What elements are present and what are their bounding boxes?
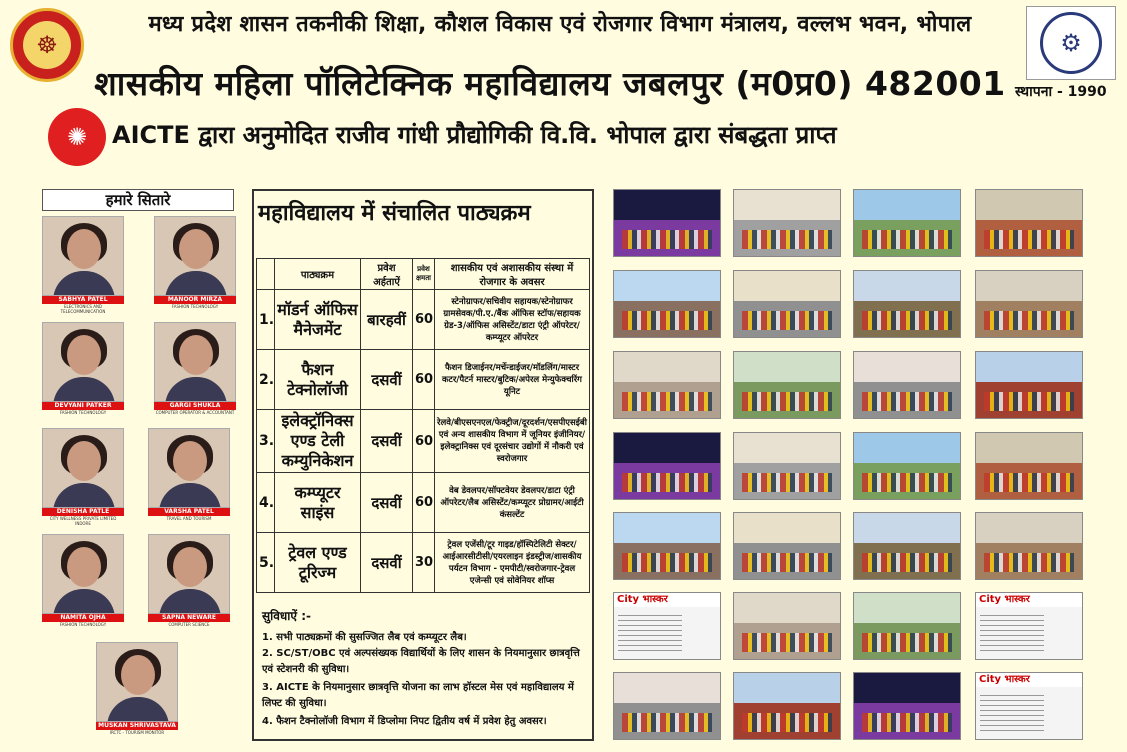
college-name: शासकीय महिला पॉलिटेक्निक महाविद्यालय जबलपुर (म0प्र0) 482001 [94,64,1006,103]
star-card [96,642,178,735]
star-card [148,534,230,627]
star-name: DENISHA PATLE [42,508,124,516]
student-photo [42,322,124,402]
table-row: 5. ट्रेवल एण्ड टूरिज्म दसवीं 30 ट्रेवल एजेंसी/टूर गाइड/हॉस्पिटेलिटी सेक्टर/आईआरसीटीसी/एयरलाइन इंडस्ट्रीज/शासकीय पर्यटन विभाग - एमपीटी/स्वरोजगार-ट्रेवल एजेन्सी एवं सोवेनियर शॉप्स [257,533,590,593]
event-photo [613,672,721,740]
event-photo [733,189,841,257]
star-role: COMPUTER OPERATOR & ACCOUNTANT [155,410,235,415]
star-card [42,534,124,627]
star-role: IRCTC - TOURISM MONITOR [109,730,165,735]
star-role: COMPUTER SCIENCE [168,622,210,627]
event-photo [733,592,841,660]
star-name: MANOOR MIRZA [154,296,236,304]
news-masthead: City भास्कर [976,593,1083,607]
event-photo [853,351,961,419]
event-photo [975,270,1083,338]
student-photo [148,428,230,508]
course-table-header [257,259,590,290]
event-photo [613,270,721,338]
event-photo [853,189,961,257]
event-photo [613,512,721,580]
event-photo [613,189,721,257]
star-name: MUSKAN SHRIVASTAVA [96,722,178,730]
event-photo [853,432,961,500]
event-photo [613,351,721,419]
ministry-heading: मध्य प्रदेश शासन तकनीकी शिक्षा, कौशल विकास एवं रोजगार विभाग मंत्रालय, वल्लभ भवन, भोपाल [148,12,972,37]
facility-item: 1. सभी पाठ्यक्रमों की सुसज्जित लैब एवं कम्प्यूटर लैब। [262,632,467,643]
newspaper-clipping [975,672,1083,740]
event-photo [733,351,841,419]
star-role: ELECTRONICS AND TELECOMMUNICATION [60,304,106,314]
star-card [42,322,124,415]
event-photo [975,351,1083,419]
header-seats: प्रवेश क्षमता [413,259,435,290]
header-course: पाठ्यक्रम [275,259,361,290]
newspaper-clipping [975,592,1083,660]
facilities-title: सुविधाऐं :- [262,609,311,623]
event-photo [853,592,961,660]
facility-item: 2. SC/ST/OBC एवं अल्पसंख्यक विद्यार्थियों के लिए शासन के नियमानुसार छात्रवृत्ति एवं स्टेशनरी की सुविधा। [262,648,580,675]
event-photo [853,672,961,740]
event-photo [733,432,841,500]
event-photo [733,512,841,580]
star-role: FASHION TECHNOLOGY [59,410,107,415]
student-photo [154,216,236,296]
mp-govt-emblem-icon: ☸ [10,8,84,82]
aicte-logo-icon: ✺ [48,108,106,166]
star-name: SABHYA PATEL [42,296,124,304]
star-name: NAMITA OJHA [42,614,124,622]
college-logo-icon: ⚙ [1026,6,1116,80]
event-photo [853,270,961,338]
star-role: TRAVEL AND TOURISM [166,516,212,521]
header-opportunities: शासकीय एवं अशासकीय संस्था में रोजगार के अवसर [435,259,590,290]
star-card [154,322,236,415]
student-photo [96,642,178,722]
course-table [256,258,590,593]
star-card [148,428,230,521]
event-photo [975,512,1083,580]
student-photo [148,534,230,614]
star-card [154,216,236,309]
table-row: 2. फैशन टेक्नोलॉजी दसवीं 60 फैशन डिजाईनर/मर्चेन्डाईजर/मॉडलिंग/मास्टर कटर/पैटर्न मास्टर/बुटिक/अपेरल मेन्युफेक्चरिंग यूनिट [257,350,590,410]
star-card [42,216,124,314]
event-photo [975,189,1083,257]
star-role: CITY WELLNESS PRIVATE LIMITED INDORE [49,516,117,526]
star-name: SAPNA NEWARE [148,614,230,622]
stars-title: हमारे सितारे [42,189,234,211]
star-name: VARSHA PATEL [148,508,230,516]
table-row: 4. कम्प्यूटर साइंस दसवीं 60 वेब डेवलपर/सॉफ्टवेयर डेवलपर/डाटा एंट्री ऑपरेटर/लैब असिस्टेंट/कम्प्यूटर प्रोग्रामर/आईटी कंसल्टेंट [257,473,590,533]
star-role: FASHION TECHNOLOGY [59,622,107,627]
table-row: 3. इलेक्ट्रॉनिक्स एण्ड टेली कम्युनिकेशन दसवीं 60 रेलवे/बीएसएनएल/फेक्ट्रीज/दूरदर्शन/एसपीएसईबी एवं अन्य शासकीय विभाग में जूनियर इंजीनियर/इलेक्ट्रानिक्स एवं दूरसंचार उद्योगों में नौकरी एवं स्वरोजगार [257,410,590,473]
affiliation-line: AICTE द्वारा अनुमोदित राजीव गांधी प्रौद्योगिकी वि.वि. भोपाल द्वारा संबद्धता प्राप्त [112,121,837,149]
course-title: महाविद्यालय में संचालित पाठ्यक्रम [258,201,531,226]
newspaper-clipping [613,592,721,660]
student-photo [154,322,236,402]
star-name: GARGI SHUKLA [154,402,236,410]
event-photo [853,512,961,580]
star-role: FASHION TECHNOLOGY [171,304,219,309]
student-photo [42,216,124,296]
star-name: DEVYANI PATKER [42,402,124,410]
established-year: स्थापना - 1990 [1015,84,1107,100]
star-card [42,428,124,526]
event-photo [975,432,1083,500]
table-row: 1. मॉडर्न ऑफिस मैनेजमेंट बारहवीं 60 स्टेनोग्राफर/सचिवीय सहायक/स्टेनोग्राफर ग्रामसेवक/पी.ए./बैंक ऑफिस स्टॉफ/सहायक ग्रेड-3/ऑफिस असिस्टेंट/डाटा एंट्री ऑपरेटर/कम्प्यूटर ऑपरेटर [257,290,590,350]
student-photo [42,428,124,508]
news-masthead: City भास्कर [614,593,721,607]
facility-item: 4. फैशन टैक्नोलॉजी विभाग में डिप्लोमा निपट द्वितीय वर्ष में प्रवेश हेतु अवसर। [262,716,547,727]
event-photo [613,432,721,500]
news-masthead: City भास्कर [976,673,1083,687]
event-photo [733,270,841,338]
header-eligibility: प्रवेश अर्हताऐं [361,259,413,290]
student-photo [42,534,124,614]
facility-item: 3. AICTE के नियमानुसार छात्रवृत्ति योजना का लाभ हॉस्टल मेस एवं महाविद्यालय में लिफ्ट की सुविधा। [262,682,574,709]
event-photo [733,672,841,740]
